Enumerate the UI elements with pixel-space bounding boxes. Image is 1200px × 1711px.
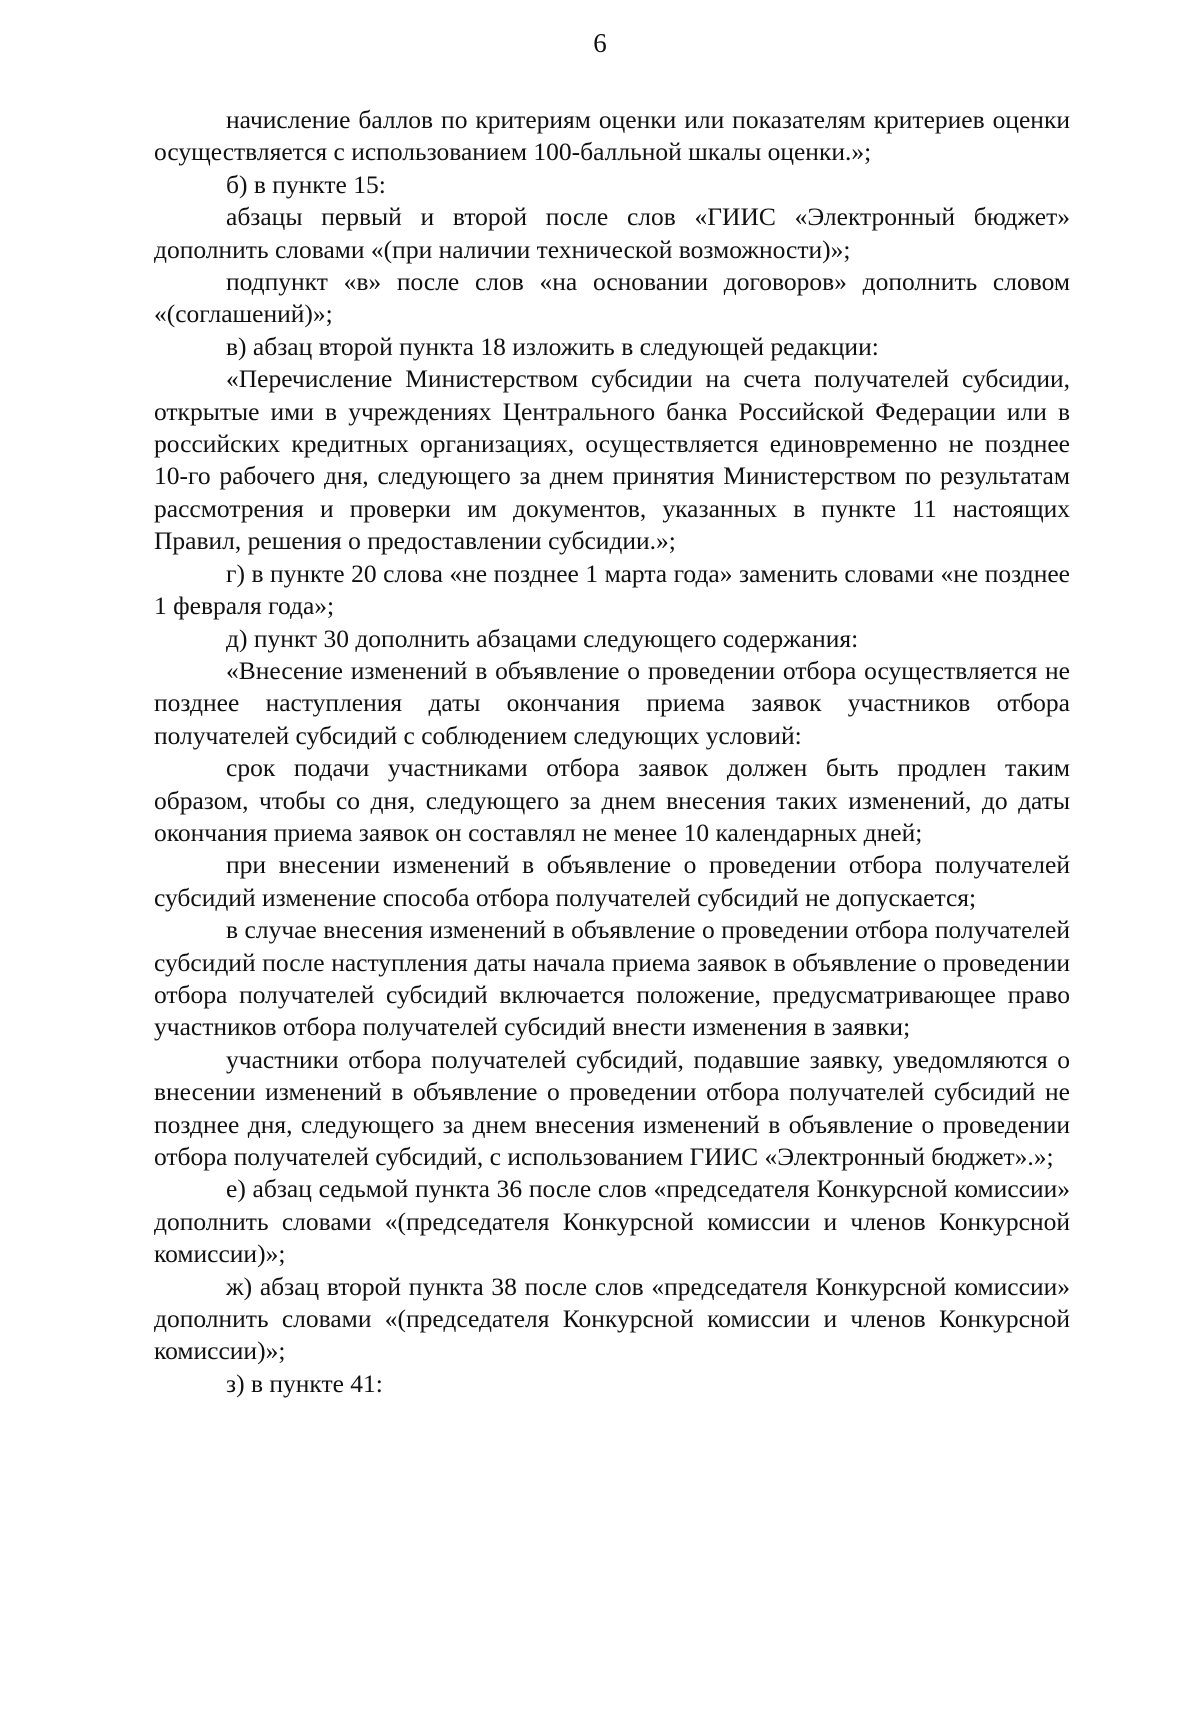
paragraph-5: в) абзац второй пункта 18 изложить в следующей редакции:: [226, 331, 879, 361]
paragraph-9: «Внесение изменений в объявление о проведении отбора осуществляется не позднее наступления даты окончания приема заявок участников отбора получателей субсидий с соблюдением следующих условий:: [154, 655, 1070, 750]
document-body: [154, 104, 1070, 1400]
paragraph-3: абзацы первый и второй после слов «ГИИС «Электронный бюджет» дополнить словами «(при наличии технической возможности)»;: [154, 202, 1070, 264]
paragraph-11: при внесении изменений в объявление о проведении отбора получателей субсидий изменение способа отбора получателей субсидий не допускается;: [154, 850, 1070, 912]
paragraph-7: г) в пункте 20 слова «не позднее 1 марта года» заменить словами «не позднее 1 февраля года»;: [154, 558, 1070, 621]
paragraph-2: б) в пункте 15:: [226, 169, 386, 199]
paragraph-4: подпункт «в» после слов «на основании договоров» дополнить словом «(соглашений)»;: [154, 267, 1070, 329]
paragraph-14: е) абзац седьмой пункта 36 после слов «председателя Конкурсной комиссии» дополнить словами «(председателя Конкурсной комиссии и членов Конкурсной комиссии)»;: [154, 1174, 1070, 1269]
paragraph-12: в случае внесения изменений в объявление о проведении отбора получателей субсидий после наступления даты начала приема заявок в объявление о проведении отбора получателей субсидий включается положение, предусматривающее право участников отбора получателей субсидий внести изменения в заявки;: [154, 915, 1070, 1042]
paragraph-15: ж) абзац второй пункта 38 после слов «председателя Конкурсной комиссии» дополнить словами «(председателя Конкурсной комиссии и членов Конкурсной комиссии)»;: [154, 1271, 1070, 1366]
paragraph-8: д) пункт 30 дополнить абзацами следующего содержания:: [226, 623, 859, 653]
paragraph-1: начисление баллов по критериям оценки или показателям критериев оценки осуществляется с использованием 100-балльной шкалы оценки.»;: [154, 105, 1070, 167]
paragraph-10: срок подачи участниками отбора заявок должен быть продлен таким образом, чтобы со дня, следующего за днем внесения таких изменений, до даты окончания приема заявок он составлял не менее 10 календарных дней;: [154, 753, 1070, 847]
paragraph-6: «Перечисление Министерством субсидии на счета получателей субсидии, открытые ими в учреждениях Центрального банка Российской Федерации или в российских кредитных организациях, осуществляется единовременно не позднее 10-го рабочего дня, следующего за днем принятия Министерством по результатам рассмотрения и проверки им документов, указанных в пункте 11 настоящих Правил, решения о предоставлении субсидии.»;: [154, 364, 1070, 556]
paragraph-13: участники отбора получателей субсидий, подавшие заявку, уведомляются о внесении изменений в объявление о проведении отбора получателей субсидий не позднее дня, следующего за днем внесения изменений в объявление о проведении отбора получателей субсидий, с использованием ГИИС «Электронный бюджет».»;: [154, 1044, 1070, 1171]
page-number: 6: [593, 28, 607, 58]
paragraph-16: з) в пункте 41:: [226, 1368, 383, 1398]
